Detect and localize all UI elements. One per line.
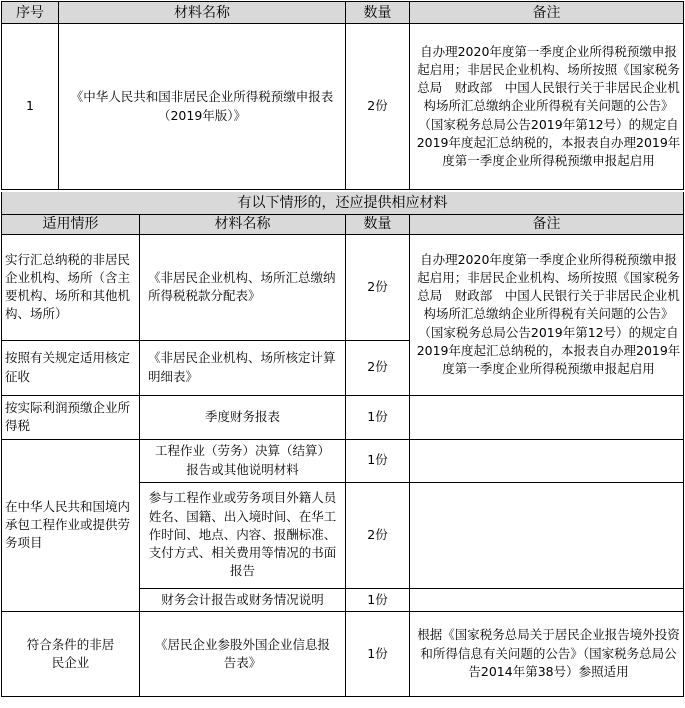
table-row: [2, 24, 684, 190]
header-qty: 数量: [346, 2, 410, 24]
header-material: 材料名称: [59, 2, 346, 24]
header2-row: [2, 214, 684, 234]
row-case: 实行汇总纳税的非居民企业机构、场所（含主要机构、场所和其他机构、场所）: [2, 234, 140, 340]
materials-table: [1, 1, 684, 190]
section-title: 有以下情形的，还应提供相应材料: [2, 192, 684, 214]
row-material: 工程作业（劳务）决算（结算）报告或其他说明材料: [140, 439, 346, 482]
header2-note: 备注: [410, 214, 684, 234]
row-note: [410, 588, 684, 611]
row-material: 财务会计报告或财务情况说明: [140, 588, 346, 611]
row-note: [410, 482, 684, 588]
row-qty: 1份: [346, 439, 410, 482]
row-material: 《居民企业参股外国企业信息报告表》: [140, 611, 346, 696]
header2-material: 材料名称: [140, 214, 346, 234]
row-material: 《非居民企业机构、场所核定计算明细表》: [140, 340, 346, 395]
row-no: 1: [2, 24, 59, 190]
row-note: 根据《国家税务总局关于居民企业报告境外投资和所得信息有关问题的公告》（国家税务总局公告2014年第38号）参照适用: [410, 611, 684, 696]
header2-qty: 数量: [346, 214, 410, 234]
row-case: 在中华人民共和国境内承包工程作业或提供劳务项目: [2, 439, 140, 611]
row-material: 参与工程作业或劳务项目外籍人员姓名、国籍、出入境时间、在华工作时间、地点、内容、报酬标准、支付方式、相关费用等情况的书面报告: [140, 482, 346, 588]
row-qty: 2份: [346, 340, 410, 395]
row-note: 自办理2020年度第一季度企业所得税预缴申报起启用；非居民企业机构、场所按照《国家税务总局 财政部 中国人民银行关于非居民企业机构场所汇总缴纳企业所得税有关问题的公告》（国家税务总局公告2019年第12号）的规定自2019年度起汇总纳税的，本报表自办理2019年度第一季度企业所得税预缴申报起启用: [410, 24, 684, 190]
row-qty: 2份: [346, 234, 410, 340]
row-case: 按照有关规定适用核定征收: [2, 340, 140, 395]
row-qty: 1份: [346, 588, 410, 611]
header2-case: 适用情形: [2, 214, 140, 234]
row-case: 符合条件的非居民企业: [2, 611, 140, 696]
row-note: [410, 395, 684, 439]
row-qty: 2份: [346, 24, 410, 190]
table-row: [2, 234, 684, 340]
header-note: 备注: [410, 2, 684, 24]
row-note: 自办理2020年度第一季度企业所得税预缴申报起启用；非居民企业机构、场所按照《国家税务总局 财政部 中国人民银行关于非居民企业机构场所汇总缴纳企业所得税有关问题的公告》（国家税务总局公告2019年第12号）的规定自2019年度起汇总纳税的，本报表自办理2019年度第一季度企业所得税预缴申报起启用: [410, 234, 684, 395]
row-qty: 1份: [346, 611, 410, 696]
header-row: [2, 2, 684, 24]
row-case: 按实际利润预缴企业所得税: [2, 395, 140, 439]
row-material: 季度财务报表: [140, 395, 346, 439]
section-title-row: [2, 192, 684, 214]
row-material: 《中华人民共和国非居民企业所得税预缴申报表（2019年版）》: [59, 24, 346, 190]
row-qty: 2份: [346, 482, 410, 588]
conditional-materials-table: [1, 192, 684, 697]
table-row: [2, 439, 684, 482]
row-qty: 1份: [346, 395, 410, 439]
table-row: [2, 395, 684, 439]
table-row: [2, 611, 684, 696]
row-note: [410, 439, 684, 482]
header-no: 序号: [2, 2, 59, 24]
row-material: 《非居民企业机构、场所汇总缴纳所得税税款分配表》: [140, 234, 346, 340]
